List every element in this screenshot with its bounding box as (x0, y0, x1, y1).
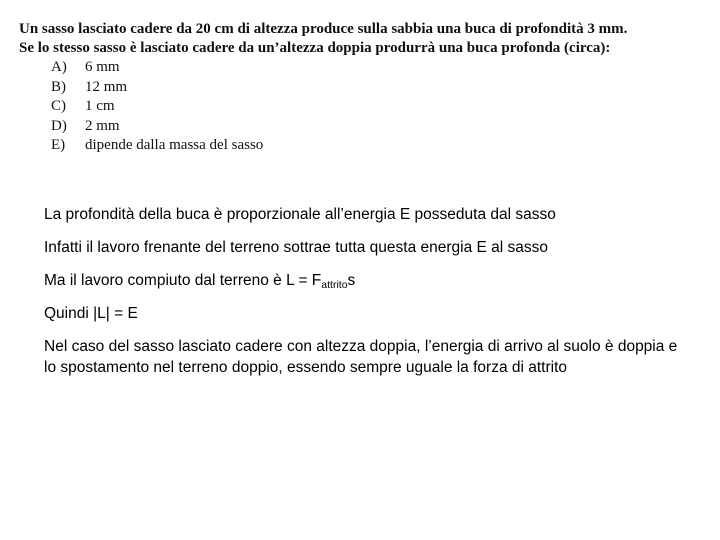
option-letter: E) (51, 137, 66, 153)
option-text: 12 mm (85, 78, 128, 95)
option-letter: C) (51, 98, 66, 114)
question-stem-line-2: Se lo stesso sasso è lasciato cadere da un’altezza doppia produrrà una buca profonda (circa): (19, 40, 611, 56)
option-letter: D) (51, 117, 67, 134)
option-c (51, 97, 715, 117)
explanation-paragraph-2: Infatti il lavoro frenante del terreno sottrae tutta questa energia E al sasso (44, 239, 549, 256)
work-formula-suffix: s (347, 272, 356, 289)
friction-subscript: attrito (321, 279, 348, 291)
option-e (51, 136, 715, 156)
option-text: dipende dalla massa del sasso (85, 137, 264, 153)
question-block (19, 20, 715, 156)
option-letter: A) (51, 59, 67, 75)
option-a (51, 58, 715, 78)
explanation-paragraph-3 (44, 270, 684, 291)
option-text: 6 mm (85, 59, 120, 75)
explanation-paragraph-4: Quindi |L| = E (44, 305, 138, 322)
option-letter: B) (51, 78, 66, 95)
option-b (51, 78, 715, 98)
explanation-paragraph-1: La profondità della buca è proporzionale all’energia E posseduta dal sasso (44, 206, 556, 223)
explanation-paragraph-5: Nel caso del sasso lasciato cadere con altezza doppia, l’energia di arrivo al suolo è doppia e lo spostamento nel terreno doppio, essendo sempre uguale la forza di attrito (44, 338, 678, 376)
option-text: 2 mm (85, 117, 120, 134)
explanation-block (44, 204, 684, 390)
answer-options-list (19, 58, 715, 156)
option-d (51, 117, 715, 137)
option-text: 1 cm (85, 98, 115, 114)
question-stem-line-1: Un sasso lasciato cadere da 20 cm di altezza produce sulla sabbia una buca di profondità 3 mm. (19, 21, 628, 37)
work-formula-prefix: Ma il lavoro compiuto dal terreno è L = F (44, 272, 322, 289)
